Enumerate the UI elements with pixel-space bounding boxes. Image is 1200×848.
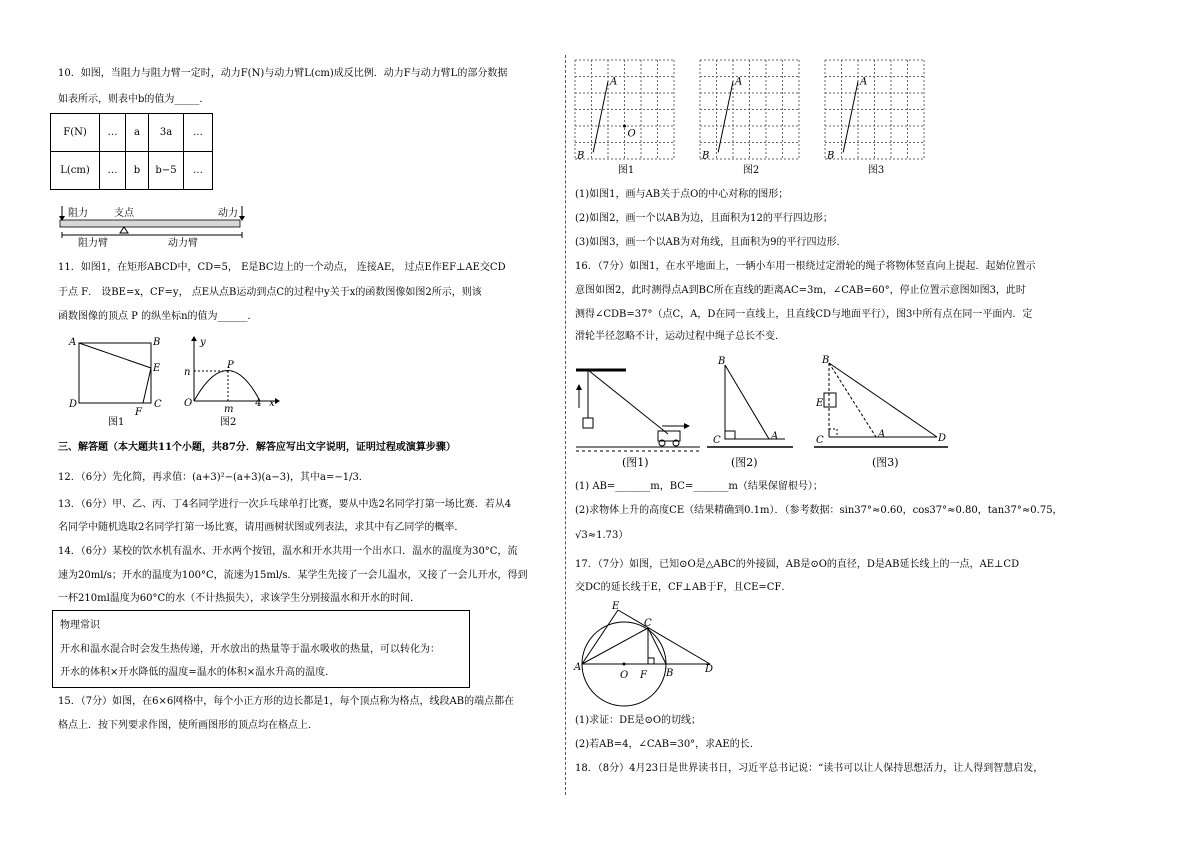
q11-function-graph — [180, 335, 280, 430]
figure-caption: 图3 — [867, 165, 885, 176]
q16-end-figure — [812, 355, 952, 470]
q14-line3: 一杯210ml温度为60°C的水（不计热损失），求该学生分别接温水和开水的时间． — [58, 593, 421, 604]
q17-line2: 交DC的延长线于E，CF⊥AB于F，且CE=CF． — [575, 582, 792, 593]
lever-label: 阻力 — [68, 208, 88, 219]
q15-item: (2)如图2，画一个以AB为边，且面积为12的平行四边形； — [575, 213, 833, 224]
table-cell: F(N) — [51, 114, 100, 152]
figure-caption: 图2 — [742, 165, 760, 176]
segment-ab — [718, 81, 733, 152]
q11-line2: 于点 F． 设BE=x，CF=y， 点E从点B运动到点C的过程中y关于x的函数图像如图2所示，则该 — [58, 287, 482, 298]
physics-note-title: 物理常识 — [60, 620, 100, 631]
q16-item2: (2)求物体上升的高度CE（结果精确到0.1m）．（参考数据：sin37°≈0.60，cos37°≈0.80，tan37°≈0.75， — [575, 505, 1063, 516]
q16-pulley-figure — [574, 360, 704, 470]
point-label: B — [702, 150, 710, 162]
svg-text:(图2): (图2) — [731, 456, 758, 469]
svg-text:(图3): (图3) — [872, 456, 899, 469]
svg-text:E: E — [612, 601, 620, 612]
svg-text:C: C — [644, 618, 652, 629]
q16-item2-cont: √3≈1.73） — [575, 530, 629, 541]
segment-ab — [593, 81, 608, 152]
svg-text:D: D — [938, 433, 947, 444]
table-cell: … — [184, 152, 213, 190]
point-label: A — [860, 76, 868, 88]
q10-table — [50, 113, 213, 190]
table-cell: b — [126, 152, 149, 190]
q11-line3: 函数图像的顶点 P 的纵坐标n的值为______． — [58, 311, 258, 322]
q15-item: (3)如图3，画一个以AB为对角线，且面积为9的平行四边形． — [575, 237, 847, 248]
svg-text:B: B — [666, 668, 674, 679]
svg-text:A: A — [878, 429, 886, 440]
lever-diagram — [50, 200, 250, 250]
svg-text:E: E — [816, 398, 824, 409]
grid-figure — [575, 60, 674, 176]
q14-line1: 14．（6分）某校的饮水机有温水、开水两个按钮，温水和开水共用一个出水口．温水的温度为30°C，流 — [58, 546, 518, 557]
point-label: A — [735, 76, 743, 88]
q12: 12．（6分）先化简，再求值：(a+3)²−(a+3)(a−3)，其中a=−1/3． — [58, 472, 369, 483]
figure-caption: 图1 — [617, 165, 635, 176]
svg-text:D: D — [69, 399, 78, 410]
svg-text:A: A — [69, 337, 77, 348]
svg-text:y: y — [200, 337, 206, 348]
point-o — [623, 125, 626, 128]
segment-ab — [843, 81, 858, 152]
table-cell: b−5 — [149, 152, 184, 190]
q11-line1: 11．如图1，在矩形ABCD中，CD=5， E是BC边上的一个动点， 连接AE， 过点E作EF⊥AE交CD — [58, 262, 506, 273]
lever-label: 动力臂 — [168, 238, 198, 249]
lever-label: 动力 — [218, 208, 238, 219]
table-cell: … — [100, 152, 126, 190]
physics-note-line1: 开水和温水混合时会发生热传递，开水放出的热量等于温水吸收的热量，可以转化为： — [60, 644, 440, 655]
lever-label: 阻力臂 — [78, 238, 108, 249]
svg-text:B: B — [822, 355, 830, 366]
svg-text:C: C — [816, 435, 824, 446]
svg-text:A: A — [574, 662, 582, 673]
point-label: B — [827, 150, 835, 162]
q15-grid-figures — [575, 60, 935, 180]
svg-text:F: F — [135, 407, 142, 418]
svg-text:x: x — [269, 398, 275, 409]
svg-text:B: B — [153, 337, 161, 348]
svg-text:m: m — [224, 404, 234, 415]
q15-line1: 15．（7分）如图，在6×6网格中，每个小正方形的边长都是1，每个顶点称为格点，线段AB的端点都在 — [58, 696, 515, 707]
svg-text:A: A — [771, 431, 779, 442]
q15-line2: 格点上．按下列要求作图，使所画图形的顶点均在格点上． — [58, 720, 318, 731]
q15-item: (1)如图1，画与AB关于点O的中心对称的图形； — [575, 189, 789, 200]
svg-text:n: n — [184, 367, 191, 378]
svg-text:C: C — [713, 435, 721, 446]
q14-line2: 速为20ml/s；开水的温度为100°C，流速为15ml/s．某学生先接了一会儿温水，又接了一会儿开水，得到 — [58, 570, 528, 581]
q11-rectangle-figure — [65, 335, 175, 430]
svg-text:O: O — [184, 398, 193, 409]
table-cell: … — [184, 114, 213, 152]
q18-line1: 18．（8分）4月23日是世界读书日，习近平总书记说：“读书可以让人保持思想活力，让人得到智慧启发， — [575, 763, 1044, 774]
q17-item1: (1)求证：DE是⊙O的切线； — [575, 715, 702, 726]
q17-line1: 17．（7分）如图，已知⊙O是△ABC的外接圆，AB是⊙O的直径，D是AB延长线上的一点，AE⊥CD — [575, 559, 1020, 570]
q16-line1: 16．（7分）如图1，在水平地面上，一辆小车用一根绕过定滑轮的绳子将物体竖直向上提起．起始位置示 — [575, 261, 1036, 272]
svg-text:B: B — [718, 356, 726, 367]
table-cell: L(cm) — [51, 152, 100, 190]
q13-line1: 13．（6分）甲、乙、丙、丁4名同学进行一次乒乓球单打比赛，要从中选2名同学打第一场比赛．若从4 — [58, 499, 512, 510]
point-label: A — [610, 76, 618, 88]
physics-note-line2: 开水的体积×开水降低的温度=温水的体积×温水升高的温度． — [60, 667, 336, 678]
column-divider — [565, 55, 566, 795]
section-heading: 三、解答题（本大题共11个小题，共87分．解答应写出文字说明，证明过程或演算步骤） — [58, 442, 456, 453]
svg-text:D: D — [705, 664, 714, 675]
svg-text:C: C — [154, 399, 162, 410]
svg-text:F: F — [640, 670, 647, 681]
q17-circle-figure — [574, 598, 724, 708]
table-cell: a — [126, 114, 149, 152]
svg-text:图1: 图1 — [108, 417, 125, 428]
svg-text:E: E — [153, 363, 161, 374]
q16-item1: (1) AB=_______m，BC=_______m（结果保留根号）； — [575, 481, 823, 492]
lever-label: 支点 — [114, 208, 134, 219]
svg-text:(图1): (图1) — [622, 456, 649, 469]
q16-line3: 测得∠CDB=37°（点C，A，D在同一直线上，且直线CD与地面平行），图3中所有点在同一平面内．定 — [575, 309, 1033, 320]
table-cell: … — [100, 114, 126, 152]
q10-line1: 10．如图，当阻力与阻力臂一定时，动力F(N)与动力臂L(cm)成反比例．动力F与动力臂L的部分数据 — [58, 68, 508, 79]
q16-line2: 意图如图2，此时测得点A到BC所在直线的距离AC=3m，∠CAB=60°，停止位置示意图如图3，此时 — [575, 285, 1026, 296]
point-label: B — [577, 150, 585, 162]
grid-figure — [700, 60, 799, 176]
q16-line4: 滑轮半径忽略不计，运动过程中绳子总长不变． — [575, 331, 785, 342]
q13-line2: 名同学中随机选取2名同学打第一场比赛，请用画树状图或列表法，求其中有乙同学的概率． — [58, 522, 465, 533]
q17-item2: (2)若AB=4，∠CAB=30°，求AE的长． — [575, 739, 760, 750]
q16-start-figure — [705, 355, 795, 470]
svg-text:O: O — [620, 670, 629, 681]
grid-figure — [825, 60, 924, 176]
q10-line2: 如表所示，则表中b的值为_____． — [58, 94, 210, 105]
svg-text:P: P — [227, 360, 234, 371]
point-label: O — [627, 128, 636, 140]
svg-text:图2: 图2 — [220, 417, 237, 428]
svg-text:4: 4 — [255, 398, 262, 409]
table-cell: 3a — [149, 114, 184, 152]
